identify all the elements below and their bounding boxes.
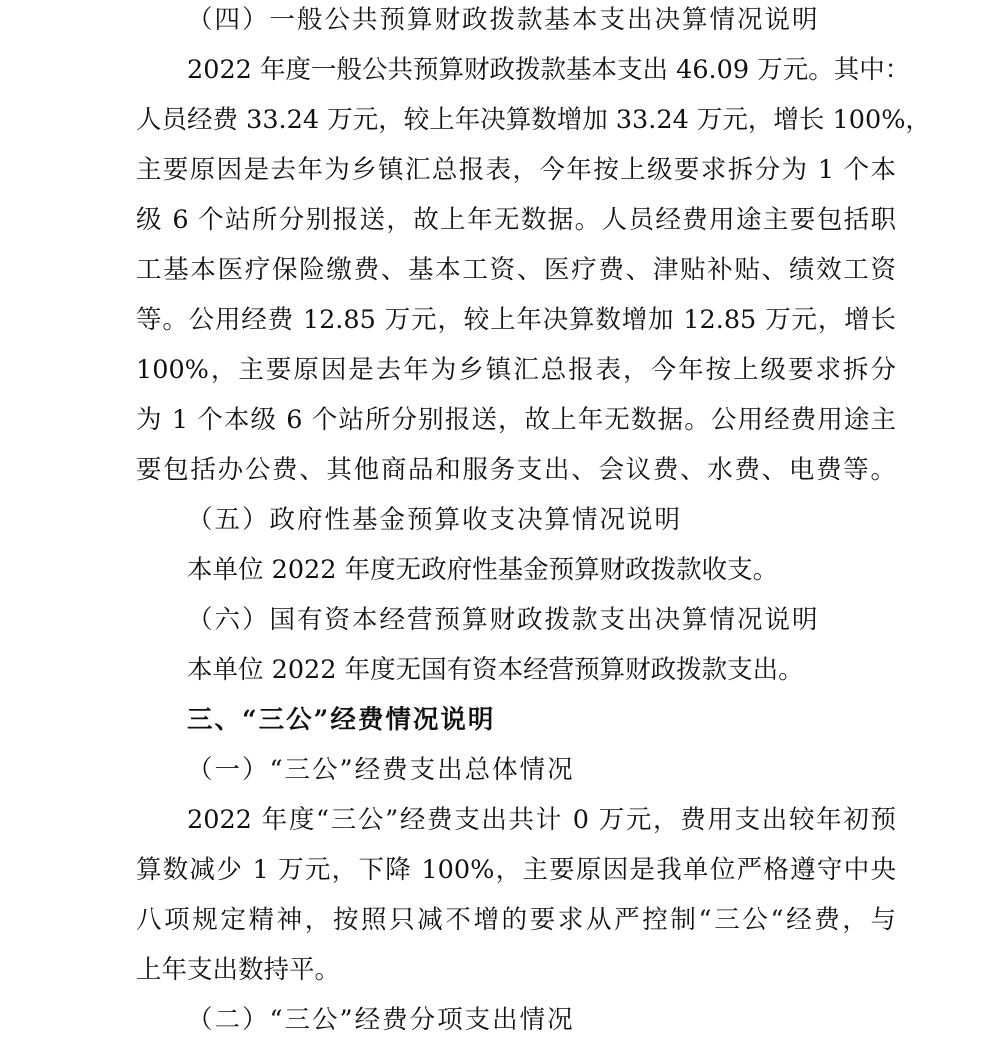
paragraph-line: 2022 年度“三公”经费支出共计 0 万元，费用支出较年初预	[187, 805, 896, 835]
section-heading-5: （五）政府性基金预算收支决算情况说明	[187, 505, 683, 535]
section-heading-6: （六）国有资本经营预算财政拨款支出决算情况说明	[187, 605, 820, 635]
paragraph-line: 100%，主要原因是去年为乡镇汇总报表，今年按上级要求拆分	[136, 355, 896, 385]
paragraph-line: 工基本医疗保险缴费、基本工资、医疗费、津贴补贴、绩效工资	[136, 255, 896, 285]
paragraph-line: 等。公用经费 12.85 万元，较上年决算数增加 12.85 万元，增长	[136, 305, 896, 335]
paragraph-line: 算数减少 1 万元，下降 100%，主要原因是我单位严格遵守中央	[136, 855, 896, 885]
section-heading-4: （四）一般公共预算财政拨款基本支出决算情况说明	[187, 5, 820, 35]
subsection-heading-2: （二）“三公”经费分项支出情况	[187, 1005, 575, 1035]
paragraph-line: 本单位 2022 年度无政府性基金预算财政拨款收支。	[187, 555, 779, 585]
paragraph-line: 本单位 2022 年度无国有资本经营预算财政拨款支出。	[187, 655, 804, 685]
paragraph-line: 2022 年度一般公共预算财政拨款基本支出 46.09 万元。其中：	[187, 55, 911, 85]
paragraph-line: 为 1 个本级 6 个站所分别报送，故上年无数据。公用经费用途主	[136, 405, 896, 435]
paragraph-line: 主要原因是去年为乡镇汇总报表，今年按上级要求拆分为 1 个本	[136, 155, 896, 185]
chapter-heading-3: 三、“三公”经费情况说明	[187, 705, 496, 735]
paragraph-line: 八项规定精神，按照只减不增的要求从严控制“三公“经费，与	[136, 905, 896, 935]
paragraph-line: 级 6 个站所分别报送，故上年无数据。人员经费用途主要包括职	[136, 205, 896, 235]
paragraph-line: 要包括办公费、其他商品和服务支出、会议费、水费、电费等。	[136, 455, 896, 485]
paragraph-line: 人员经费 33.24 万元，较上年决算数增加 33.24 万元，增长 100%，	[136, 105, 931, 135]
subsection-heading-1: （一）“三公”经费支出总体情况	[187, 755, 575, 785]
paragraph-line: 上年支出数持平。	[136, 955, 341, 985]
